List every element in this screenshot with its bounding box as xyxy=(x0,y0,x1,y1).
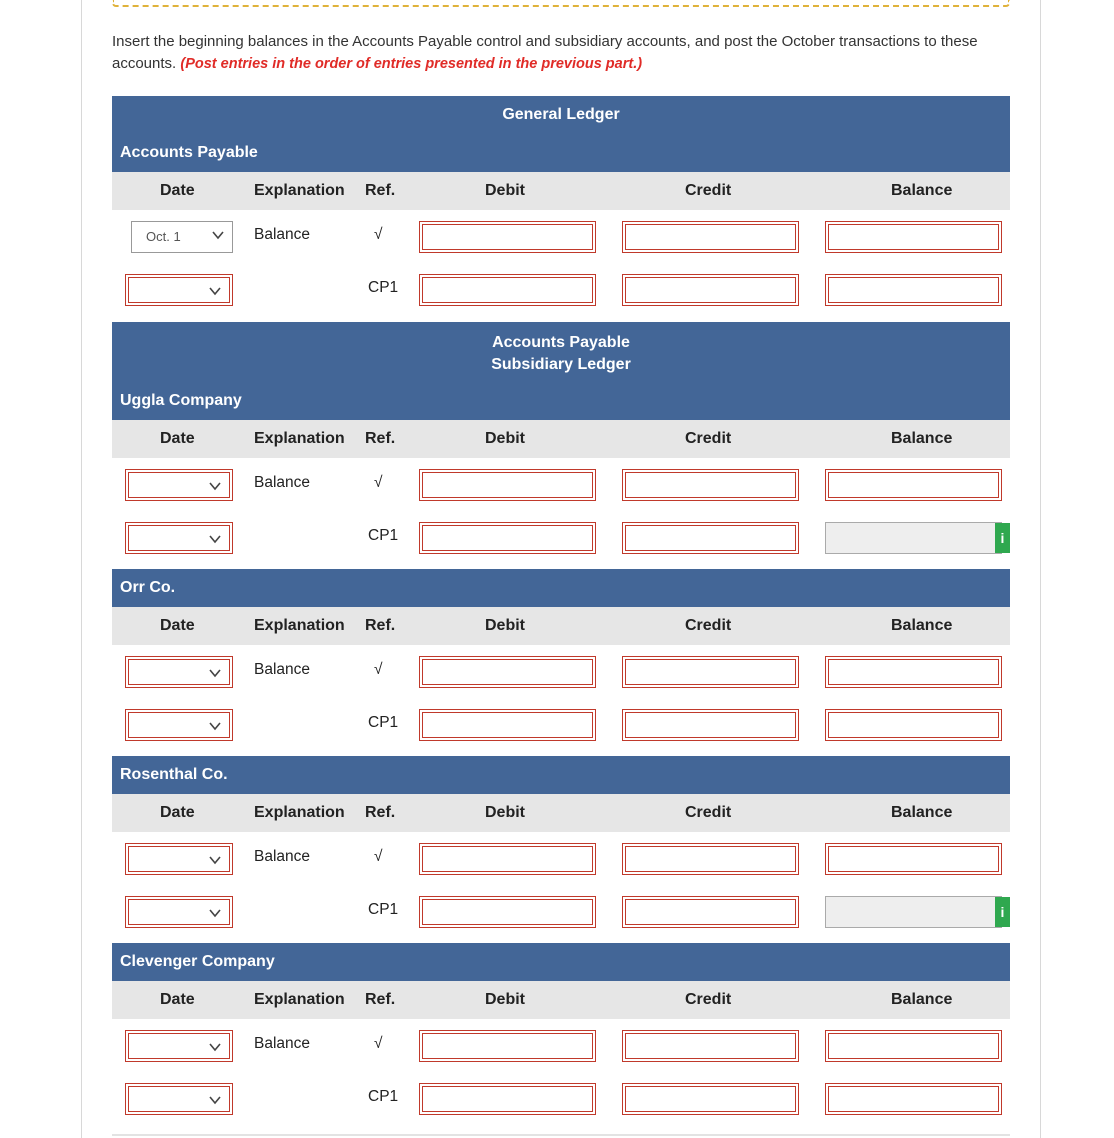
col-explanation: Explanation xyxy=(254,617,345,634)
debit-input[interactable] xyxy=(419,656,596,688)
debit-input[interactable] xyxy=(419,1030,596,1062)
col-ref: Ref. xyxy=(365,804,396,821)
col-ref: Ref. xyxy=(365,991,396,1008)
chevron-down-icon xyxy=(209,720,221,732)
ref-text: √ xyxy=(374,848,383,865)
credit-input[interactable] xyxy=(622,656,799,688)
chevron-down-icon xyxy=(209,480,221,492)
balance-input[interactable] xyxy=(825,274,1002,306)
ref-text: CP1 xyxy=(368,527,399,544)
chevron-down-icon xyxy=(209,907,221,919)
date-select[interactable] xyxy=(125,469,233,501)
date-select[interactable] xyxy=(125,709,233,741)
credit-input[interactable] xyxy=(622,843,799,875)
chevron-down-icon xyxy=(209,854,221,866)
debit-input[interactable] xyxy=(419,274,596,306)
date-select[interactable] xyxy=(125,656,233,688)
next-section-border xyxy=(112,1134,1010,1138)
credit-input[interactable] xyxy=(622,1030,799,1062)
col-explanation: Explanation xyxy=(254,804,345,821)
ref-text: CP1 xyxy=(368,1088,399,1105)
chevron-down-icon xyxy=(209,285,221,297)
explanation-text: Balance xyxy=(254,226,311,243)
balance-input[interactable] xyxy=(825,1030,1002,1062)
col-credit: Credit xyxy=(685,804,732,821)
col-debit: Debit xyxy=(485,430,525,447)
debit-input[interactable] xyxy=(419,1083,596,1115)
ref-text: CP1 xyxy=(368,279,399,296)
col-explanation: Explanation xyxy=(254,182,345,199)
balance-input[interactable] xyxy=(825,709,1002,741)
col-debit: Debit xyxy=(485,617,525,634)
ledger-row xyxy=(112,1072,1010,1125)
ledger-row xyxy=(112,511,1010,564)
ledger-row xyxy=(112,458,1010,511)
ref-text: CP1 xyxy=(368,714,399,731)
balance-input[interactable] xyxy=(825,656,1002,688)
column-header xyxy=(112,607,1010,645)
col-date: Date xyxy=(160,182,195,199)
previous-section-border xyxy=(112,0,1010,7)
date-select[interactable] xyxy=(125,843,233,875)
credit-input[interactable] xyxy=(622,1083,799,1115)
column-header xyxy=(112,172,1010,210)
col-credit: Credit xyxy=(685,182,732,199)
balance-input[interactable] xyxy=(825,843,1002,875)
account-band xyxy=(112,756,1010,794)
explanation-text: Balance xyxy=(254,1035,311,1052)
column-header xyxy=(112,794,1010,832)
debit-input[interactable] xyxy=(419,221,596,253)
subsidiary-ledger-title xyxy=(112,332,1010,376)
credit-input[interactable] xyxy=(622,274,799,306)
explanation-text: Balance xyxy=(254,661,311,678)
credit-input[interactable] xyxy=(622,221,799,253)
account-name-accounts-payable: Accounts Payable xyxy=(120,144,258,161)
balance-input-computed[interactable] xyxy=(825,896,1002,928)
date-select[interactable] xyxy=(125,896,233,928)
chevron-down-icon xyxy=(212,229,224,241)
chevron-down-icon xyxy=(209,1094,221,1106)
instructions-note: (Post entries in the order of entries presented in the previous part.) xyxy=(180,56,643,72)
general-ledger-title: General Ledger xyxy=(502,106,620,123)
col-debit: Debit xyxy=(485,182,525,199)
account-band xyxy=(112,569,1010,607)
credit-input[interactable] xyxy=(622,709,799,741)
debit-input[interactable] xyxy=(419,843,596,875)
account-name-clevenger: Clevenger Company xyxy=(120,953,275,970)
account-name-rosenthal: Rosenthal Co. xyxy=(120,766,228,783)
explanation-text: Balance xyxy=(254,848,311,865)
ledger-row xyxy=(112,698,1010,751)
date-select[interactable] xyxy=(125,1030,233,1062)
ledger-row xyxy=(112,1019,1010,1072)
info-icon[interactable]: i xyxy=(995,523,1010,553)
ledger-table xyxy=(112,96,1010,1125)
debit-input[interactable] xyxy=(419,469,596,501)
col-explanation: Explanation xyxy=(254,430,345,447)
balance-input-computed[interactable] xyxy=(825,522,1002,554)
col-date: Date xyxy=(160,617,195,634)
col-balance: Balance xyxy=(891,991,953,1008)
col-ref: Ref. xyxy=(365,430,396,447)
date-select[interactable] xyxy=(125,522,233,554)
ledger-row xyxy=(112,885,1010,938)
chevron-down-icon xyxy=(209,1041,221,1053)
debit-input[interactable] xyxy=(419,896,596,928)
col-balance: Balance xyxy=(891,804,953,821)
ledger-row xyxy=(112,645,1010,698)
info-icon[interactable]: i xyxy=(995,897,1010,927)
col-credit: Credit xyxy=(685,991,732,1008)
balance-input[interactable] xyxy=(825,469,1002,501)
account-name-uggla: Uggla Company xyxy=(120,392,242,409)
chevron-down-icon xyxy=(209,667,221,679)
ref-text: CP1 xyxy=(368,901,399,918)
instructions-text: Insert the beginning balances in the Accounts Payable control and subsidiary accounts, and post the October transactions to these accounts. xyxy=(112,33,978,72)
debit-input[interactable] xyxy=(419,709,596,741)
col-balance: Balance xyxy=(891,430,953,447)
subsidiary-title-line1: Accounts Payable xyxy=(492,334,630,351)
col-credit: Credit xyxy=(685,430,732,447)
credit-input[interactable] xyxy=(622,896,799,928)
chevron-down-icon xyxy=(209,533,221,545)
subsidiary-ledger-band xyxy=(112,322,1010,420)
col-debit: Debit xyxy=(485,991,525,1008)
column-header xyxy=(112,420,1010,458)
credit-input[interactable] xyxy=(622,522,799,554)
col-ref: Ref. xyxy=(365,617,396,634)
ref-text: √ xyxy=(374,661,383,678)
account-name-orr: Orr Co. xyxy=(120,579,176,596)
col-balance: Balance xyxy=(891,182,953,199)
ref-text: √ xyxy=(374,1035,383,1052)
col-date: Date xyxy=(160,991,195,1008)
col-explanation: Explanation xyxy=(254,991,345,1008)
column-header xyxy=(112,981,1010,1019)
balance-input[interactable] xyxy=(825,1083,1002,1115)
debit-input[interactable] xyxy=(419,522,596,554)
ref-text: √ xyxy=(374,474,383,491)
explanation-text: Balance xyxy=(254,474,311,491)
col-ref: Ref. xyxy=(365,182,396,199)
col-credit: Credit xyxy=(685,617,732,634)
ref-text: √ xyxy=(374,226,383,243)
date-select-value: Oct. 1 xyxy=(146,229,181,244)
balance-input[interactable] xyxy=(825,221,1002,253)
general-ledger-band xyxy=(112,96,1010,172)
credit-input[interactable] xyxy=(622,469,799,501)
instructions xyxy=(112,31,992,75)
date-select[interactable] xyxy=(125,274,233,306)
date-select[interactable] xyxy=(131,221,233,253)
ledger-row xyxy=(112,832,1010,885)
col-balance: Balance xyxy=(891,617,953,634)
ledger-row xyxy=(112,263,1010,316)
date-select[interactable] xyxy=(125,1083,233,1115)
col-date: Date xyxy=(160,430,195,447)
ledger-row xyxy=(112,210,1010,263)
account-band xyxy=(112,943,1010,981)
col-debit: Debit xyxy=(485,804,525,821)
col-date: Date xyxy=(160,804,195,821)
subsidiary-title-line2: Subsidiary Ledger xyxy=(491,356,631,373)
